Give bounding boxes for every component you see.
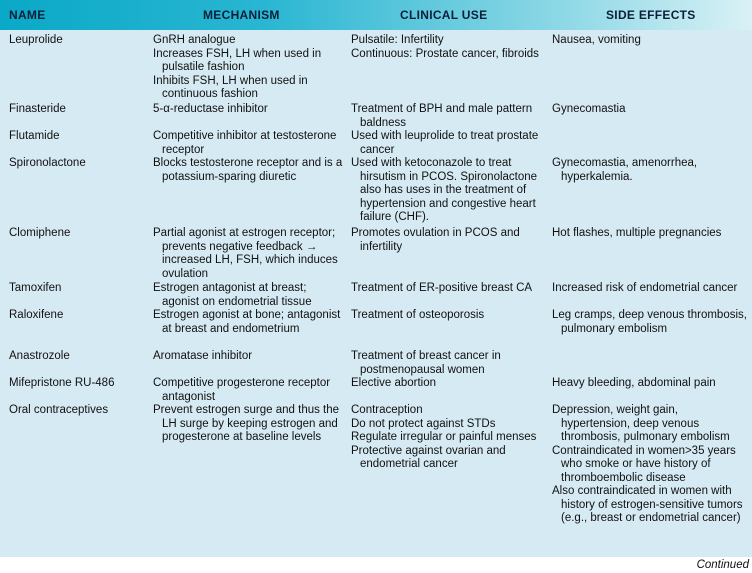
- cell-line: Prevent estrogen surge and thus the LH surge by keeping estrogen and progesterone at baseline levels: [153, 404, 340, 443]
- cell-clinical-use: [351, 34, 546, 61]
- cell-line: Regulate irregular or painful menses: [351, 431, 537, 443]
- cell-line: Leg cramps, deep venous thrombosis, pulmonary embolism: [552, 309, 747, 335]
- cell-line: Protective against ovarian and endometrial cancer: [351, 444, 506, 470]
- cell-name: Clomiphene: [9, 227, 71, 239]
- cell-name: Flutamide: [9, 130, 60, 142]
- header-side-effects: SIDE EFFECTS: [606, 8, 696, 22]
- cell-line: Aromatase inhibitor: [153, 350, 253, 362]
- cell-name: Raloxifene: [9, 309, 64, 321]
- cell-line: Used with leuprolide to treat prostate cancer: [351, 130, 539, 156]
- cell-mechanism: [153, 103, 343, 117]
- cell-line: Increased risk of endometrial cancer: [552, 282, 738, 294]
- cell-side-effects: [552, 34, 750, 48]
- cell-line: Gynecomastia, amenorrhea, hyperkalemia.: [552, 157, 698, 183]
- cell-clinical-use: [351, 227, 546, 254]
- cell-line: Estrogen agonist at bone; antagonist at breast and endometrium: [153, 309, 341, 335]
- cell-clinical-use: [351, 282, 546, 296]
- continued-note: Continued: [696, 559, 749, 571]
- cell-mechanism: [153, 350, 343, 364]
- cell-side-effects: [552, 404, 750, 526]
- cell-mechanism: [153, 34, 343, 102]
- cell-line: Promotes ovulation in PCOS and infertility: [351, 227, 520, 253]
- cell-line: Pulsatile: Infertility: [351, 34, 444, 46]
- cell-line: Inhibits FSH, LH when used in continuous fashion: [153, 74, 308, 100]
- cell-line: Competitive progesterone receptor antagonist: [153, 377, 331, 403]
- cell-line: Continuous: Prostate cancer, fibroids: [351, 47, 539, 60]
- cell-line: Estrogen antagonist at breast; agonist on endometrial tissue: [153, 282, 312, 308]
- cell-line: Partial agonist at estrogen receptor; prevents negative feedback → increased LH, FSH, which induces ovulation: [153, 227, 338, 280]
- cell-mechanism: [153, 377, 343, 404]
- cell-line: Treatment of osteoporosis: [351, 309, 485, 321]
- cell-line: Do not protect against STDs: [351, 417, 496, 430]
- cell-line: Treatment of breast cancer in postmenopausal women: [351, 350, 501, 376]
- cell-side-effects: [552, 282, 750, 296]
- cell-name: Anastrozole: [9, 350, 70, 362]
- cell-mechanism: [153, 404, 343, 445]
- cell-line: 5-α-reductase inhibitor: [153, 103, 268, 115]
- cell-line: Contraindicated in women>35 years who smoke or have history of thromboembolic disease: [552, 444, 736, 484]
- cell-name: Tamoxifen: [9, 282, 62, 294]
- cell-mechanism: [153, 309, 343, 336]
- cell-name: Leuprolide: [9, 34, 63, 46]
- cell-clinical-use: [351, 130, 546, 157]
- cell-line: Used with ketoconazole to treat hirsutism in PCOS. Spironolactone also has uses in the treatment of hypertension and congestive heart failure (CHF).: [351, 157, 538, 223]
- cell-line: Elective abortion: [351, 377, 437, 389]
- cell-line: Depression, weight gain, hypertension, deep venous thrombosis, pulmonary embolism: [552, 404, 730, 443]
- cell-name: Mifepristone RU-486: [9, 377, 115, 389]
- header-clinical-use: CLINICAL USE: [400, 8, 488, 22]
- cell-mechanism: [153, 130, 343, 157]
- table-header: [0, 0, 752, 30]
- cell-clinical-use: [351, 404, 546, 472]
- cell-line: Treatment of BPH and male pattern baldness: [351, 103, 533, 129]
- cell-line: Contraception: [351, 404, 423, 416]
- cell-line: Increases FSH, LH when used in pulsatile fashion: [153, 47, 322, 73]
- cell-line: GnRH analogue: [153, 34, 236, 46]
- cell-side-effects: [552, 103, 750, 117]
- cell-clinical-use: [351, 350, 546, 377]
- cell-line: Hot flashes, multiple pregnancies: [552, 227, 722, 239]
- cell-clinical-use: [351, 377, 546, 391]
- cell-side-effects: [552, 227, 750, 241]
- cell-line: Competitive inhibitor at testosterone receptor: [153, 130, 337, 156]
- cell-name: Finasteride: [9, 103, 66, 115]
- cell-mechanism: [153, 227, 343, 281]
- cell-clinical-use: [351, 309, 546, 323]
- cell-clinical-use: [351, 157, 546, 225]
- cell-line: Blocks testosterone receptor and is a potassium-sparing diuretic: [153, 157, 343, 183]
- cell-line: Nausea, vomiting: [552, 34, 641, 46]
- cell-line: Heavy bleeding, abdominal pain: [552, 377, 716, 389]
- cell-mechanism: [153, 282, 343, 309]
- cell-side-effects: [552, 377, 750, 391]
- cell-name: Oral contraceptives: [9, 404, 109, 416]
- header-mechanism: MECHANISM: [203, 8, 280, 22]
- cell-name: Spironolactone: [9, 157, 86, 169]
- cell-clinical-use: [351, 103, 546, 130]
- header-name: NAME: [9, 8, 46, 22]
- cell-mechanism: [153, 157, 343, 184]
- cell-side-effects: [552, 157, 750, 184]
- cell-line: Treatment of ER-positive breast CA: [351, 282, 533, 294]
- cell-line: Also contraindicated in women with history of estrogen-sensitive tumors (e.g., breast or endometrial cancer): [552, 485, 743, 524]
- cell-side-effects: [552, 309, 750, 336]
- table-body: [0, 30, 752, 557]
- cell-line: Gynecomastia: [552, 103, 626, 115]
